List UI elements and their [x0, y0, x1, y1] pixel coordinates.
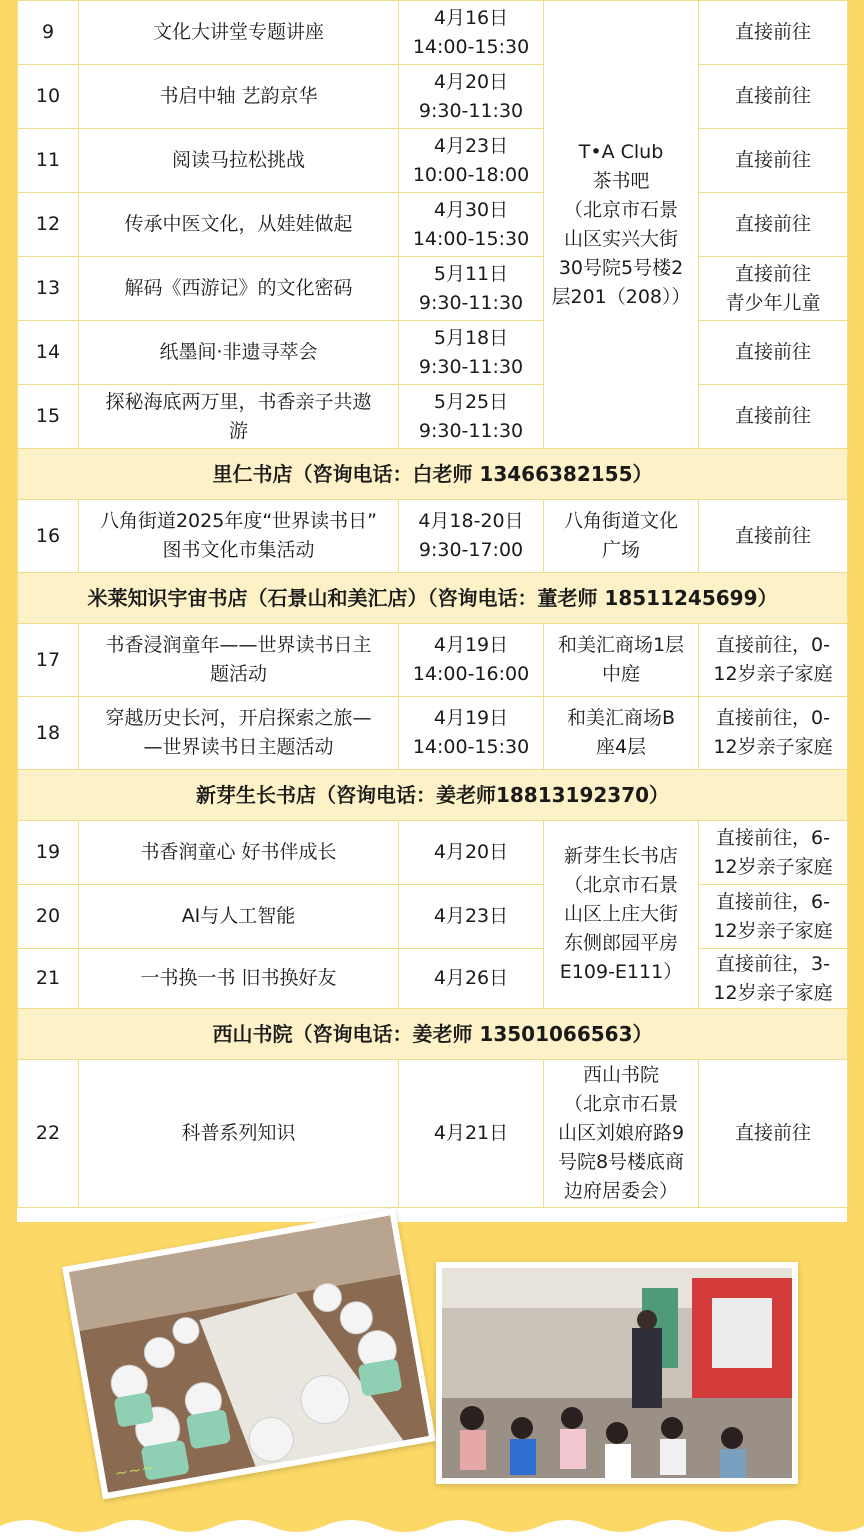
row-number: 13	[18, 257, 79, 321]
workshop-photo	[62, 1208, 436, 1499]
section-header	[18, 770, 848, 821]
table-row	[18, 500, 848, 573]
event-datetime: 4月16日 14:00-15:30	[399, 1, 544, 65]
section-title-liren: 里仁书店（咨询电话：白老师 13466382155）	[18, 449, 848, 500]
event-venue-xinya: 新芽生长书店 （北京市石景 山区上庄大街 东侧郎园平房 E109-E111）	[544, 821, 699, 1009]
event-date: 4月23日	[399, 885, 544, 949]
table-row	[18, 624, 848, 697]
row-number: 11	[18, 129, 79, 193]
event-datetime: 5月18日 9:30-11:30	[399, 321, 544, 385]
table-row	[18, 885, 848, 949]
row-number: 10	[18, 65, 79, 129]
event-venue-ta-club: T•A Club 茶书吧 （北京市石景 山区实兴大街 30号院5号楼2 层201（208））	[544, 1, 699, 449]
section-title-xinya: 新芽生长书店（咨询电话：姜老师18813192370）	[18, 770, 848, 821]
event-datetime: 4月23日 10:00-18:00	[399, 129, 544, 193]
table-row	[18, 385, 848, 449]
table-row	[18, 1060, 848, 1208]
event-venue: 和美汇商场1层 中庭	[544, 624, 699, 697]
event-signup: 直接前往 青少年儿童	[699, 257, 848, 321]
event-signup: 直接前往	[699, 321, 848, 385]
event-title: 穿越历史长河，开启探索之旅— —世界读书日主题活动	[79, 697, 399, 770]
row-number: 19	[18, 821, 79, 885]
table-row	[18, 65, 848, 129]
table-row	[18, 821, 848, 885]
event-signup: 直接前往，0- 12岁亲子家庭	[699, 624, 848, 697]
event-datetime: 4月30日 14:00-15:30	[399, 193, 544, 257]
event-signup: 直接前往，0- 12岁亲子家庭	[699, 697, 848, 770]
event-signup: 直接前往，3- 12岁亲子家庭	[699, 949, 848, 1009]
row-number: 17	[18, 624, 79, 697]
event-venue-xishan: 西山书院 （北京市石景 山区刘娘府路9 号院8号楼底商 边府居委会）	[544, 1060, 699, 1208]
section-title-xishan: 西山书院（咨询电话：姜老师 13501066563）	[18, 1009, 848, 1060]
row-number: 21	[18, 949, 79, 1009]
event-signup: 直接前往	[699, 129, 848, 193]
table-row	[18, 1, 848, 65]
event-title: AI与人工智能	[79, 885, 399, 949]
row-number: 20	[18, 885, 79, 949]
workshop-photo-image	[69, 1215, 429, 1492]
row-number: 16	[18, 500, 79, 573]
event-datetime: 4月20日 9:30-11:30	[399, 65, 544, 129]
event-title: 阅读马拉松挑战	[79, 129, 399, 193]
event-signup: 直接前往，6- 12岁亲子家庭	[699, 885, 848, 949]
table-row	[18, 949, 848, 1009]
event-datetime: 5月25日 9:30-11:30	[399, 385, 544, 449]
section-header	[18, 1009, 848, 1060]
event-title: 书香润童心 好书伴成长	[79, 821, 399, 885]
event-signup: 直接前往	[699, 1060, 848, 1208]
table-row	[18, 697, 848, 770]
table-row	[18, 257, 848, 321]
section-header	[18, 449, 848, 500]
workshop-illustration	[69, 1215, 429, 1492]
row-number: 18	[18, 697, 79, 770]
event-title: 书香浸润童年——世界读书日主 题活动	[79, 624, 399, 697]
event-signup: 直接前往	[699, 500, 848, 573]
event-title: 八角街道2025年度“世界读书日” 图书文化市集活动	[79, 500, 399, 573]
event-date: 4月20日	[399, 821, 544, 885]
bottom-wave	[0, 1514, 864, 1536]
event-signup: 直接前往	[699, 1, 848, 65]
section-header	[18, 573, 848, 624]
svg-text:~~~: ~~~	[113, 1457, 156, 1483]
event-datetime: 4月19日 14:00-16:00	[399, 624, 544, 697]
event-date: 4月21日	[399, 1060, 544, 1208]
table-row	[18, 129, 848, 193]
event-title: 传承中医文化，从娃娃做起	[79, 193, 399, 257]
event-title: 文化大讲堂专题讲座	[79, 1, 399, 65]
event-date: 4月26日	[399, 949, 544, 1009]
event-venue: 八角街道文化 广场	[544, 500, 699, 573]
reading-event-illustration	[442, 1268, 792, 1478]
schedule-sheet	[17, 0, 847, 1222]
event-signup: 直接前往	[699, 65, 848, 129]
event-title: 书启中轴 艺韵京华	[79, 65, 399, 129]
event-title: 科普系列知识	[79, 1060, 399, 1208]
reading-event-photo-image	[442, 1268, 792, 1478]
schedule-table	[17, 0, 848, 1208]
table-row	[18, 321, 848, 385]
table-row	[18, 193, 848, 257]
reading-event-photo	[436, 1262, 798, 1484]
event-title: 纸墨间·非遗寻萃会	[79, 321, 399, 385]
event-signup: 直接前往，6- 12岁亲子家庭	[699, 821, 848, 885]
event-title: 探秘海底两万里，书香亲子共遨 游	[79, 385, 399, 449]
event-title: 解码《西游记》的文化密码	[79, 257, 399, 321]
event-signup: 直接前往	[699, 193, 848, 257]
row-number: 22	[18, 1060, 79, 1208]
event-signup: 直接前往	[699, 385, 848, 449]
event-datetime: 4月19日 14:00-15:30	[399, 697, 544, 770]
row-number: 15	[18, 385, 79, 449]
row-number: 9	[18, 1, 79, 65]
row-number: 12	[18, 193, 79, 257]
row-number: 14	[18, 321, 79, 385]
event-datetime: 4月18-20日 9:30-17:00	[399, 500, 544, 573]
section-title-milai: 米莱知识宇宙书店（石景山和美汇店）（咨询电话：董老师 18511245699）	[18, 573, 848, 624]
event-venue: 和美汇商场B 座4层	[544, 697, 699, 770]
event-datetime: 5月11日 9:30-11:30	[399, 257, 544, 321]
event-title: 一书换一书 旧书换好友	[79, 949, 399, 1009]
